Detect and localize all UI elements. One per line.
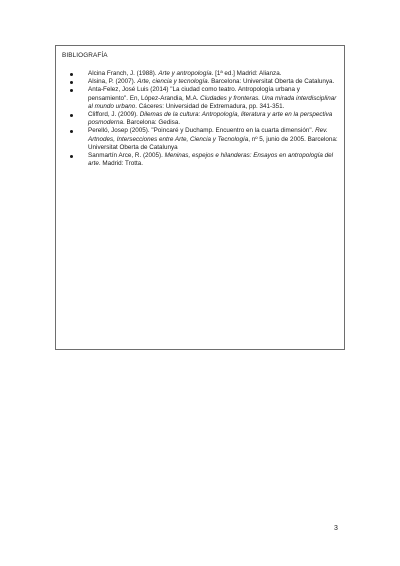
reference-item [88,111,338,127]
reference-text: Anta-Felez, José Luis (2014) "La ciudad como teatro. Antropología urbana y pensamiento". En, López-Arandia, M.A. [88,86,300,102]
reference-title: Rev. Artnodes, Intersecciones entre Arte, Ciencia y Tecnología [88,127,328,143]
reference-title: Meninas, espejos e hilanderas: Ensayos en antropología del arte [88,152,334,168]
reference-text: Alsina, P. (2007). [88,78,138,86]
bullet-icon [70,73,73,76]
reference-text: . Madrid: Trotta. [98,160,143,168]
reference-item [88,86,338,111]
bullet-icon [70,114,73,117]
reference-text: Alcina Franch, J. (1988). [88,70,159,77]
reference-title: Ciudades y fronteras. Una mirada interdisciplinar al mundo urbano [88,94,337,110]
bibliography-heading: BIBLIOGRAFÍA [62,52,108,59]
reference-item [88,127,338,152]
bullet-icon [70,81,73,84]
reference-text: Clifford, J. (2009). [88,111,140,119]
reference-text: . [1ª ed.] Madrid: Alianza. [211,70,282,77]
reference-text: . Barcelona: Gedisa. [123,119,181,127]
bullet-icon [70,155,73,158]
page-number: 3 [334,525,338,532]
reference-text: . Barcelona: Universitat Oberta de Catalunya. [207,78,335,86]
reference-text: , nº 5, junio de 2005. Barcelona: Universitat Oberta de Catalunya [88,135,338,151]
bullet-icon [70,89,73,92]
reference-title: Dilemas de la cultura: Antropología, literatura y arte en la perspectiva posmoderna [88,111,333,127]
reference-title: Arte, ciencia y tecnología [137,78,208,86]
reference-title: Arte y antropología [158,70,212,77]
reference-text: Perelló, Josep (2005). "Poincaré y Duchamp. Encuentro en la cuarta dimensión". [88,127,316,135]
reference-item [88,70,338,78]
reference-text: . Cáceres: Universidad de Extremadura, pp. 341-351. [135,102,285,110]
bibliography-box [55,45,345,350]
bullet-icon [70,130,73,133]
reference-text: Sanmartín Arce, R. (2005). [88,152,165,160]
reference-item [88,152,338,168]
reference-item [88,78,338,86]
reference-list [62,70,338,168]
